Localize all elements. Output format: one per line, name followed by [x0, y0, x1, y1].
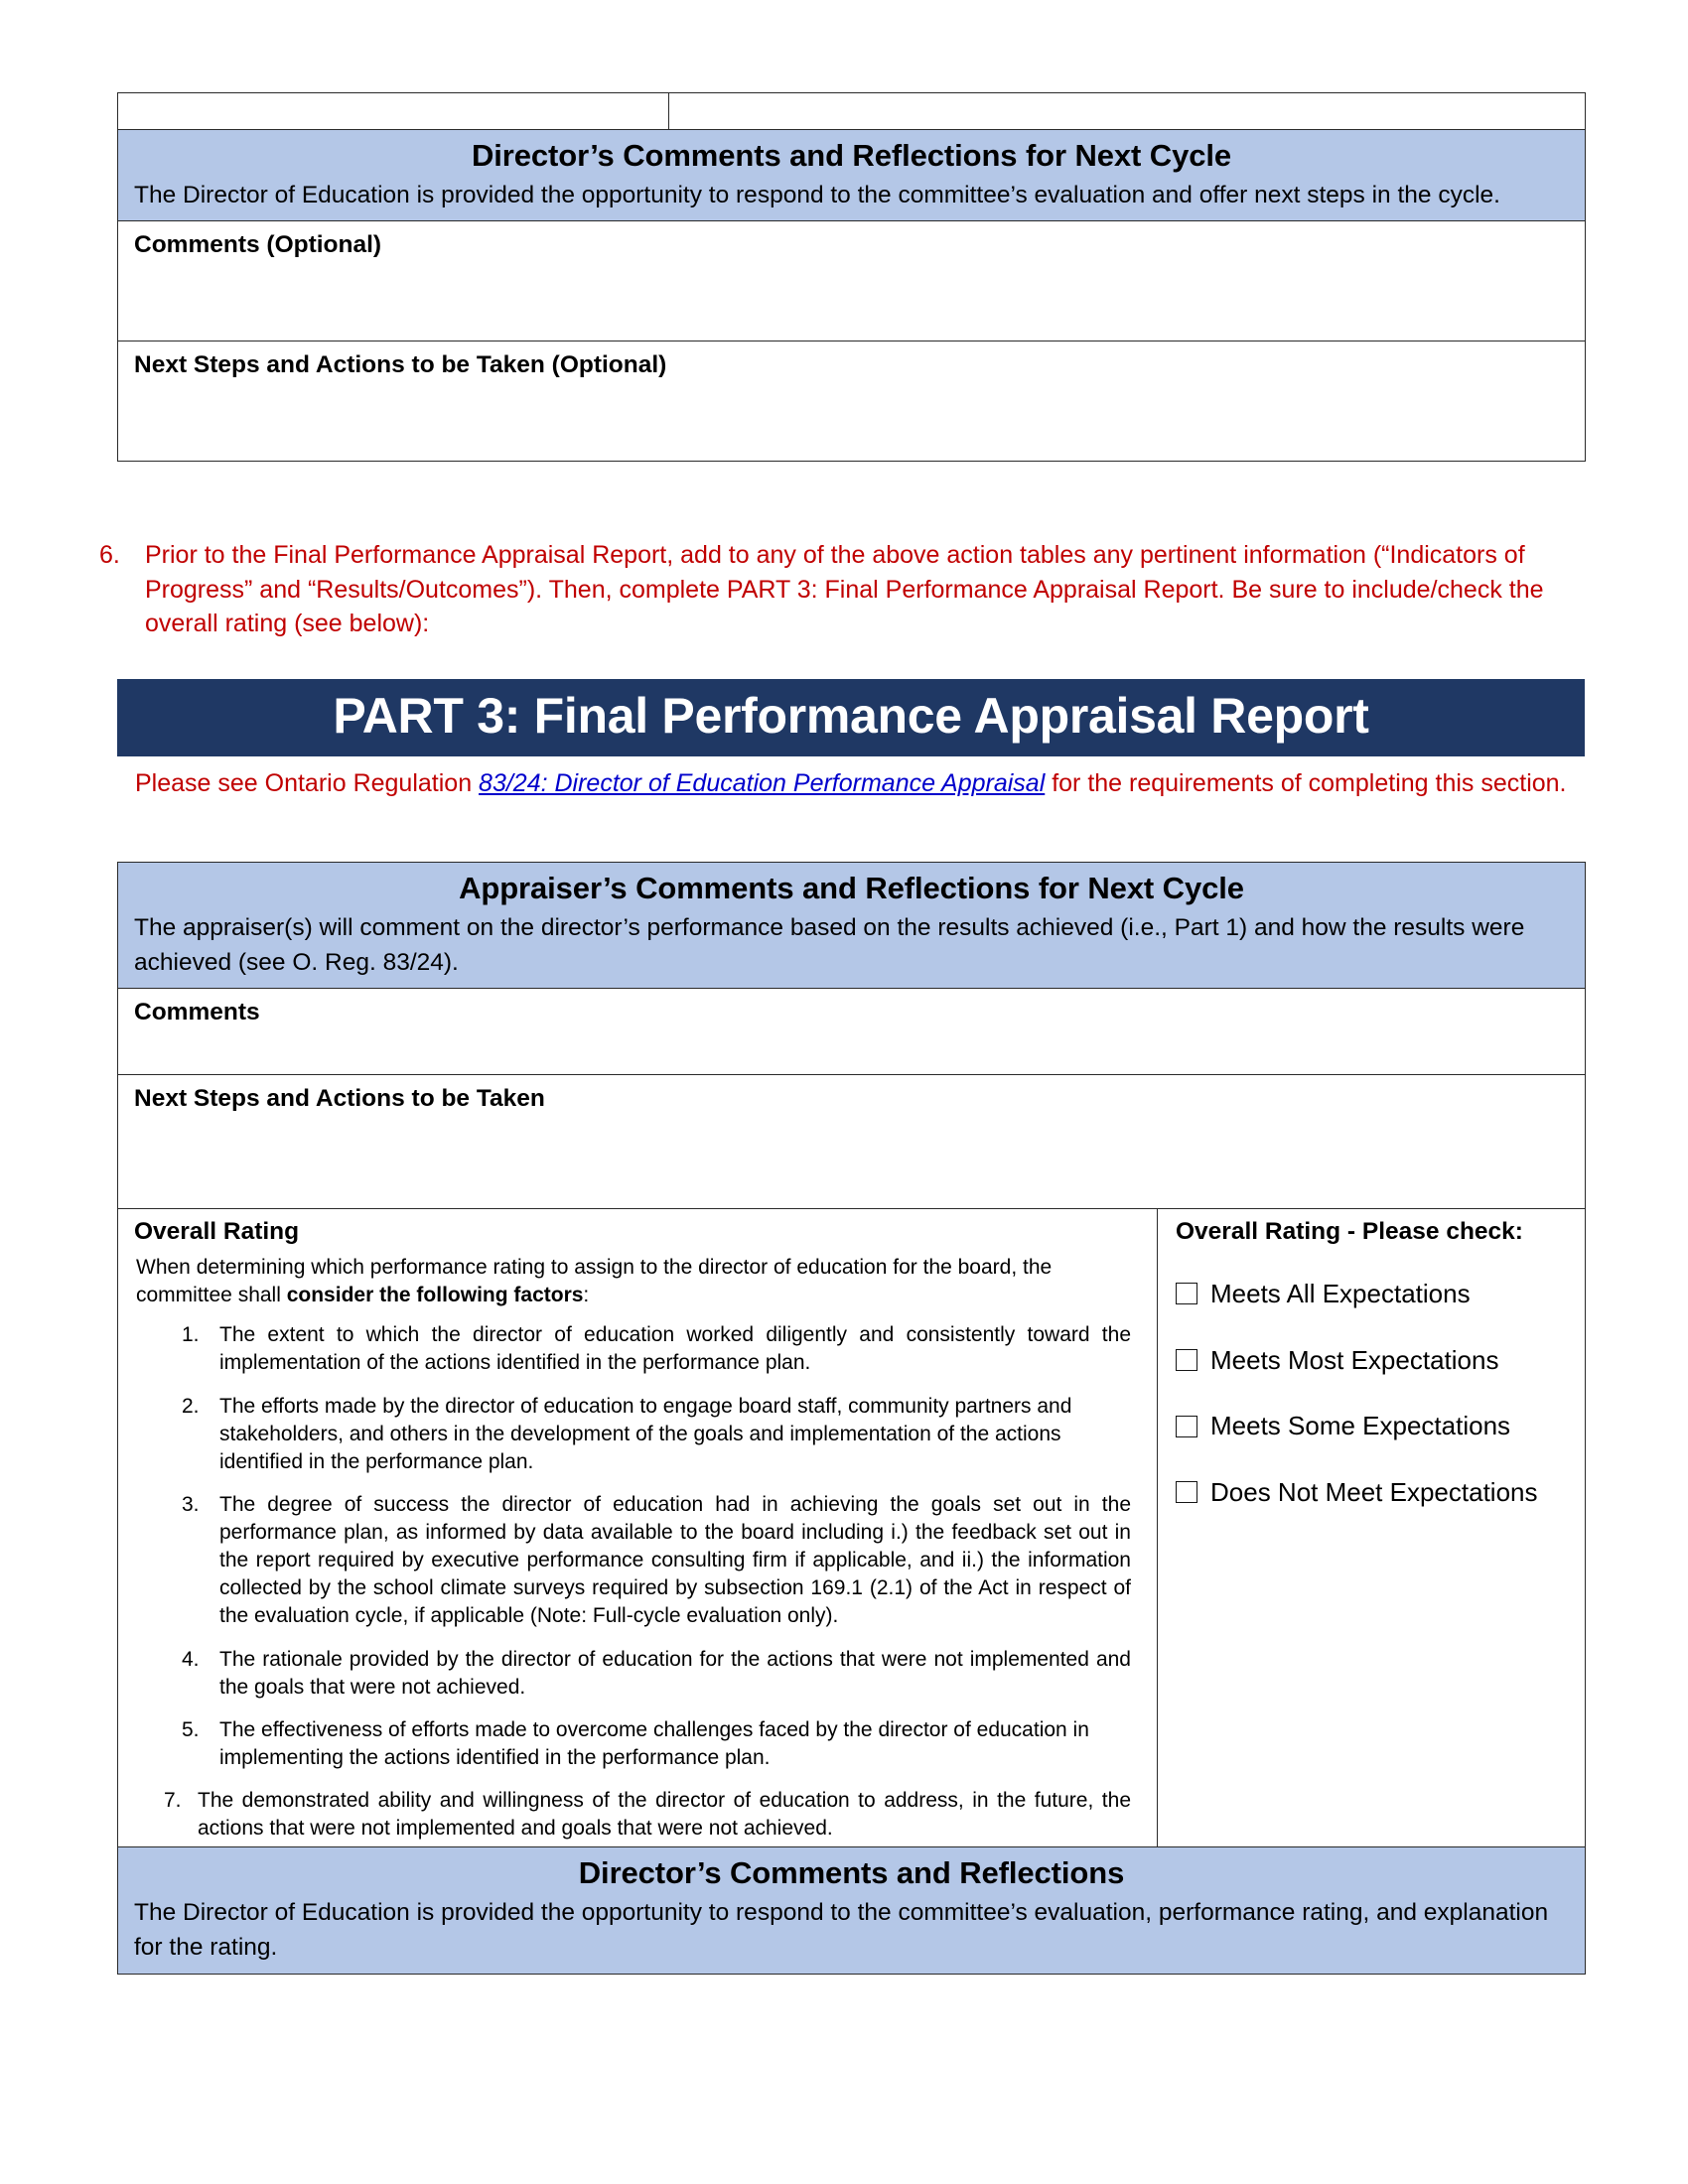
- overall-rating-cell: [118, 1209, 1158, 1847]
- table-row-overall-rating: [118, 1209, 1586, 1847]
- comments-cell[interactable]: [118, 221, 1586, 341]
- appraiser-comments-table: [117, 862, 1586, 1975]
- next-steps-label: Next Steps and Actions to be Taken (Optional): [134, 350, 667, 378]
- director-footer-cell: [118, 1847, 1586, 1974]
- empty-cell-right[interactable]: [669, 93, 1586, 130]
- table-row-next-steps: [118, 341, 1586, 461]
- table-row-director-footer: [118, 1847, 1586, 1974]
- factor-text: The rationale provided by the director of education for the actions that were not implemented and the goals that were not achieved.: [219, 1647, 1131, 1699]
- part3-banner: PART 3: Final Performance Appraisal Report: [117, 679, 1585, 756]
- rating-option-label: Meets All Expectations: [1210, 1279, 1471, 1309]
- appraiser-next-steps-label: Next Steps and Actions to be Taken: [134, 1085, 545, 1113]
- table-row-empty: [118, 93, 1586, 130]
- factor-number: 1.: [182, 1323, 200, 1347]
- factor-number: 3.: [182, 1492, 200, 1516]
- checkbox-icon[interactable]: [1176, 1416, 1197, 1437]
- rating-option-does-not-meet-expectations[interactable]: [1176, 1478, 1585, 1507]
- factor-number: 2.: [182, 1394, 200, 1418]
- section-title: Director’s Comments and Reflections for Next Cycle: [471, 138, 1232, 173]
- appraiser-comments-cell[interactable]: [118, 989, 1586, 1075]
- rating-option-meets-some-expectations[interactable]: [1176, 1412, 1585, 1440]
- rating-option-label: Does Not Meet Expectations: [1210, 1476, 1538, 1507]
- director-footer-title: Director’s Comments and Reflections: [578, 1855, 1125, 1891]
- note-before-text: Please see Ontario Regulation: [135, 769, 480, 797]
- factor-number: 5.: [182, 1717, 200, 1741]
- appraiser-section-title: Appraiser’s Comments and Reflections for Next Cycle: [459, 871, 1244, 905]
- factor-number: 7.: [164, 1789, 182, 1813]
- appraiser-comments-input-area[interactable]: [118, 1034, 1585, 1074]
- intro-before: When determining which performance rating to assign to the director of education for the board, the committee shall: [136, 1256, 1053, 1307]
- appraiser-next-steps-input-area[interactable]: [118, 1121, 1585, 1208]
- regulation-link[interactable]: 83/24: Director of Education Performance Appraisal: [479, 769, 1046, 797]
- rating-option-label: Meets Most Expectations: [1210, 1344, 1499, 1375]
- list-item: [118, 1716, 1131, 1772]
- rating-option-meets-all-expectations[interactable]: [1176, 1280, 1585, 1308]
- list-item: [118, 1646, 1131, 1702]
- intro-after: :: [583, 1284, 590, 1307]
- overall-rating-heading: Overall Rating: [134, 1218, 300, 1246]
- instruction-text: Prior to the Final Performance Appraisal Report, add to any of the above action tables any pertinent information (“Indicators of Progress” and “Results/Outcomes”). Then, complete PART 3: Final Performance Appraisal Report. Be sure to include/check the overall rating (see below):: [145, 541, 1544, 637]
- instruction-item-6: [95, 538, 1605, 641]
- overall-rating-factor-list: [118, 1321, 1157, 1843]
- table-row-section-header: [118, 130, 1586, 221]
- director-footer-description: The Director of Education is provided the opportunity to respond to the committee’s evaluation, performance rating, and explanation for the rating.: [134, 1899, 1549, 1962]
- factor-text: The degree of success the director of education had in achieving the goals set out in the performance plan, as informed by data available to the board including i.) the feedback set out in the report required by executive performance consulting firm if applicable, and ii.) the information collected by the school climate surveys required by subsection 169.1 (2.1) of the Act in respect of the evaluation cycle, if applicable (Note: Full-cycle evaluation only).: [219, 1492, 1131, 1628]
- list-item: [118, 1393, 1131, 1476]
- note-after-text: for the requirements of completing this section.: [1045, 769, 1567, 797]
- next-steps-input-area[interactable]: [118, 387, 1585, 461]
- checklist-heading: Overall Rating - Please check:: [1176, 1218, 1523, 1246]
- director-comments-next-cycle-table: [117, 92, 1586, 462]
- factor-text: The effectiveness of efforts made to overcome challenges faced by the director of education in implementing the actions identified in the performance plan.: [219, 1717, 1089, 1769]
- instruction-number: 6.: [99, 541, 120, 569]
- intro-bold: consider the following factors: [286, 1284, 584, 1307]
- checkbox-icon[interactable]: [1176, 1481, 1197, 1503]
- checkbox-icon[interactable]: [1176, 1349, 1197, 1371]
- part3-regulation-note: [135, 766, 1587, 802]
- overall-rating-intro: [118, 1250, 1157, 1311]
- director-section-header-cell: [118, 130, 1586, 221]
- list-item: [118, 1491, 1131, 1631]
- next-steps-cell[interactable]: [118, 341, 1586, 461]
- rating-checkbox-group: [1158, 1246, 1585, 1506]
- table-row-appraiser-comments: [118, 989, 1586, 1075]
- factor-text: The demonstrated ability and willingness of the director of education to address, in the future, the actions that were not implemented and goals that were not achieved.: [198, 1789, 1131, 1841]
- table-row-comments: [118, 221, 1586, 341]
- factor-text: The efforts made by the director of education to engage board staff, community partners and stakeholders, and others in the development of the goals and implementation of the actions identified in the performance plan.: [219, 1394, 1072, 1473]
- appraiser-section-header-cell: [118, 863, 1586, 989]
- empty-cell-left[interactable]: [118, 93, 669, 130]
- appraiser-section-description: The appraiser(s) will comment on the director’s performance based on the results achieved (i.e., Part 1) and how the results were achieved (see O. Reg. 83/24).: [134, 913, 1525, 977]
- rating-option-label: Meets Some Expectations: [1210, 1411, 1511, 1441]
- section-description: The Director of Education is provided the opportunity to respond to the committee’s evaluation and offer next steps in the cycle.: [134, 181, 1500, 208]
- rating-option-meets-most-expectations[interactable]: [1176, 1346, 1585, 1375]
- factor-text: The extent to which the director of education worked diligently and consistently toward the implementation of the actions identified in the performance plan.: [219, 1323, 1131, 1375]
- appraiser-comments-label: Comments: [134, 999, 260, 1026]
- overall-rating-checklist-cell: [1158, 1209, 1586, 1847]
- table-row-appraiser-next-steps: [118, 1075, 1586, 1209]
- comments-label: Comments (Optional): [134, 231, 382, 259]
- appraiser-next-steps-cell[interactable]: [118, 1075, 1586, 1209]
- list-item: [118, 1787, 1131, 1843]
- comments-input-area[interactable]: [118, 267, 1585, 341]
- table-row-appraiser-header: [118, 863, 1586, 989]
- list-item: [118, 1321, 1131, 1377]
- checkbox-icon[interactable]: [1176, 1283, 1197, 1304]
- factor-number: 4.: [182, 1647, 200, 1671]
